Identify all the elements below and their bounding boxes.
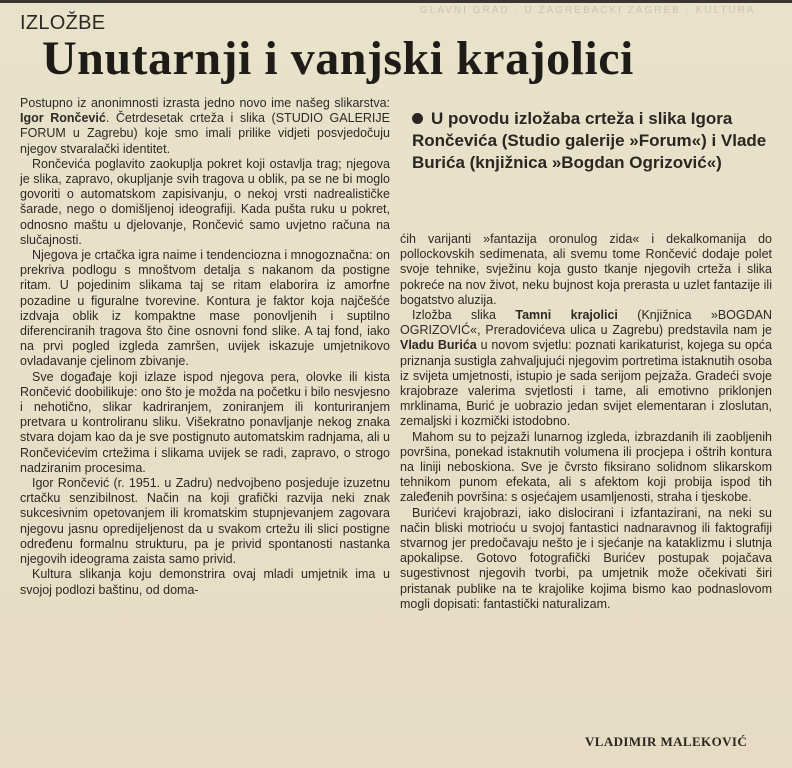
- article-headline: Unutarnji i vanjski krajolici: [42, 32, 634, 85]
- right-column: [400, 232, 772, 612]
- right-paragraph-4: Burićevi krajobrazi, iako dislocirani i izfantazirani, na neki su način bliski motrioću u svojoj fantastici nadnaravnog ili faktografiji stvarnog jer predočavaju nešto je i sjećanje na kataklizmu i slutnja apokalipse. Gotovo fotografički Burićev postupak pojačava sugestivnost njegovih tvorbi, pa umjetnik može očekivati širi pristanak publike na te krajolike kojima bismo kao podnaslovom mogli dopisati: fantastički naturalizam.: [400, 505, 772, 611]
- bleed-through-text: GLAVNI GRAD · U ZAGREBAČKI ZAGREB · KULTURA: [420, 5, 756, 15]
- deck-text: U povodu izložaba crteža i slika Igora Rončevića (Studio galerije »Forum«) i Vlade Burića (knjižnica »Bogdan Ogrizović«): [412, 109, 767, 172]
- left-paragraph-5: Igor Rončević (r. 1951. u Zadru) nedvojbeno posjeduje izuzetnu crtačku senzibilnost. Način na koji grafički razvija neki znak sukcesivnim opetovanjem ili kromatskim stupnjevanjem zagovara njegovu jasnu opredijeljenost da u svakom crtežu ili slici postigne određenu formalnu strukturu, pa je privid spontanosti nastanka njegovih ideograma zaista samo privid.: [20, 476, 390, 567]
- left-p1-text-b: . Četrdesetak crteža i slika (STUDIO GALERIJE FORUM u Zagrebu) koje smo imali prilike vidjeti posvjedočuju njegov stvaralački identitet.: [20, 111, 390, 156]
- artist-name-buric: Vladu Burića: [400, 338, 477, 353]
- top-rule: [0, 0, 792, 3]
- right-p2-text-c: u novom svjetlu: poznati karikaturist, kojega su opća priznanja sustigla zahvaljujući njegovim portretima istaknutih osoba iz svijeta umjetnosti, istupio je sada serijom pejzaža. Gradeći svoje krajobraze valerima svjetlosti i tame, ali emotivno priklonjen mrklinama, Burić je uobrazio jedan svijet elementaran i zloslutan, zemaljski i kozmički istodobno.: [400, 338, 772, 429]
- right-paragraph-1: ćih varijanti »fantazija oronulog zida« i dekalkomanija do pollockovskih sedimenata, ali svemu tome Rončević dodaje polet svoje tehnike, svježinu koja gusto tkanje njegovih crteža i slika pokreće na nov život, neku bujnost koja prerasta u uzlet fantazije ili bogatstvo aluzija.: [400, 232, 772, 307]
- section-label: IZLOŽBE: [20, 12, 106, 34]
- bullet-icon: [412, 113, 423, 124]
- left-column: [20, 96, 390, 598]
- article-deck: [412, 108, 772, 174]
- right-paragraph-2: [400, 308, 772, 430]
- exhibition-title: Tamni krajolici: [515, 308, 618, 323]
- left-paragraph-1: [20, 96, 390, 157]
- right-paragraph-3: Mahom su to pejzaži lunarnog izgleda, izbrazdanih ili zaobljenih površina, ponekad istaknutih volumena ili procjepa i oštrih kontura na liniji neboskiona. Sve je čvrsto fiksirano solidnom slikarskom tehnikom punom efekata, ali s afektom koji probija ispod tih zaleđenih površina: s osjećajem usamljenosti, straha i tjeskobe.: [400, 429, 772, 505]
- right-p2-text-b: (Knjižnica »BOGDAN OGRIZOVIĆ«, Preradovićeva ulica u Zagrebu) predstavila nam je: [400, 308, 772, 338]
- left-paragraph-3: Njegova je crtačka igra naime i tendenciozna i mnogoznačna: on prekriva podlogu s mnoštvom detalja s nakanom da postigne ritam. U pojedinim slikama taj se ritam elaborira iz amorfne pozadine u figuralne tvorevine. Kontura je faktor koja najčešće izdvaja oblik iz kompaktne mase ponovljenih i suptilno diferenciranih tragova što čine osnovni fond slike. A taj fond, iako na prvi pogled izgleda zamršen, uvijek iskazuje umjetnikovo ovladavanje cjelinom zbivanje.: [20, 248, 390, 369]
- artist-name-roncevic: Igor Rončević: [20, 111, 106, 126]
- left-p1-text-a: Postupno iz anonimnosti izrasta jedno novo ime našeg slikarstva:: [20, 96, 390, 110]
- author-signature: VLADIMIR MALEKOVIĆ: [585, 734, 748, 749]
- left-paragraph-2: Rončevića poglavito zaokuplja pokret koji ostavlja trag; njegova je slika, zapravo, okupljanje svih tragova u oblik, pa se ne bi moglo govoriti o automatskom zapisivanju, o nekoj vrsti nadrealističke šarade, nego o domišljenoj ideografiji. Kada pušta ruku u pokret, odnosno maštu u djelovanje, Rončević samo uvjetno računa na slučajnosti.: [20, 156, 390, 247]
- right-p2-text-a: Izložba slika: [412, 308, 516, 323]
- left-paragraph-4: Sve događaje koji izlaze ispod njegova pera, olovke ili kista Rončević doobilikuje: ono što je možda na početku i bilo nesvjesno i nehotično, slikar kadriranjem, zoniranjem ili konturiranjem pretvara u kontroliranu sliku. Višekratno ponavljanje nekog znaka stvara dojam kao da je sve postignuto automatskim radnjama, ali u Rončevićevim crtežima i slikama uvijek se radi, zapravo, o strogo nadziranim procesima.: [20, 369, 390, 475]
- left-paragraph-6: Kultura slikanja koju demonstrira ovaj mladi umjetnik ima u svojoj podlozi baštinu, od doma-: [20, 567, 390, 597]
